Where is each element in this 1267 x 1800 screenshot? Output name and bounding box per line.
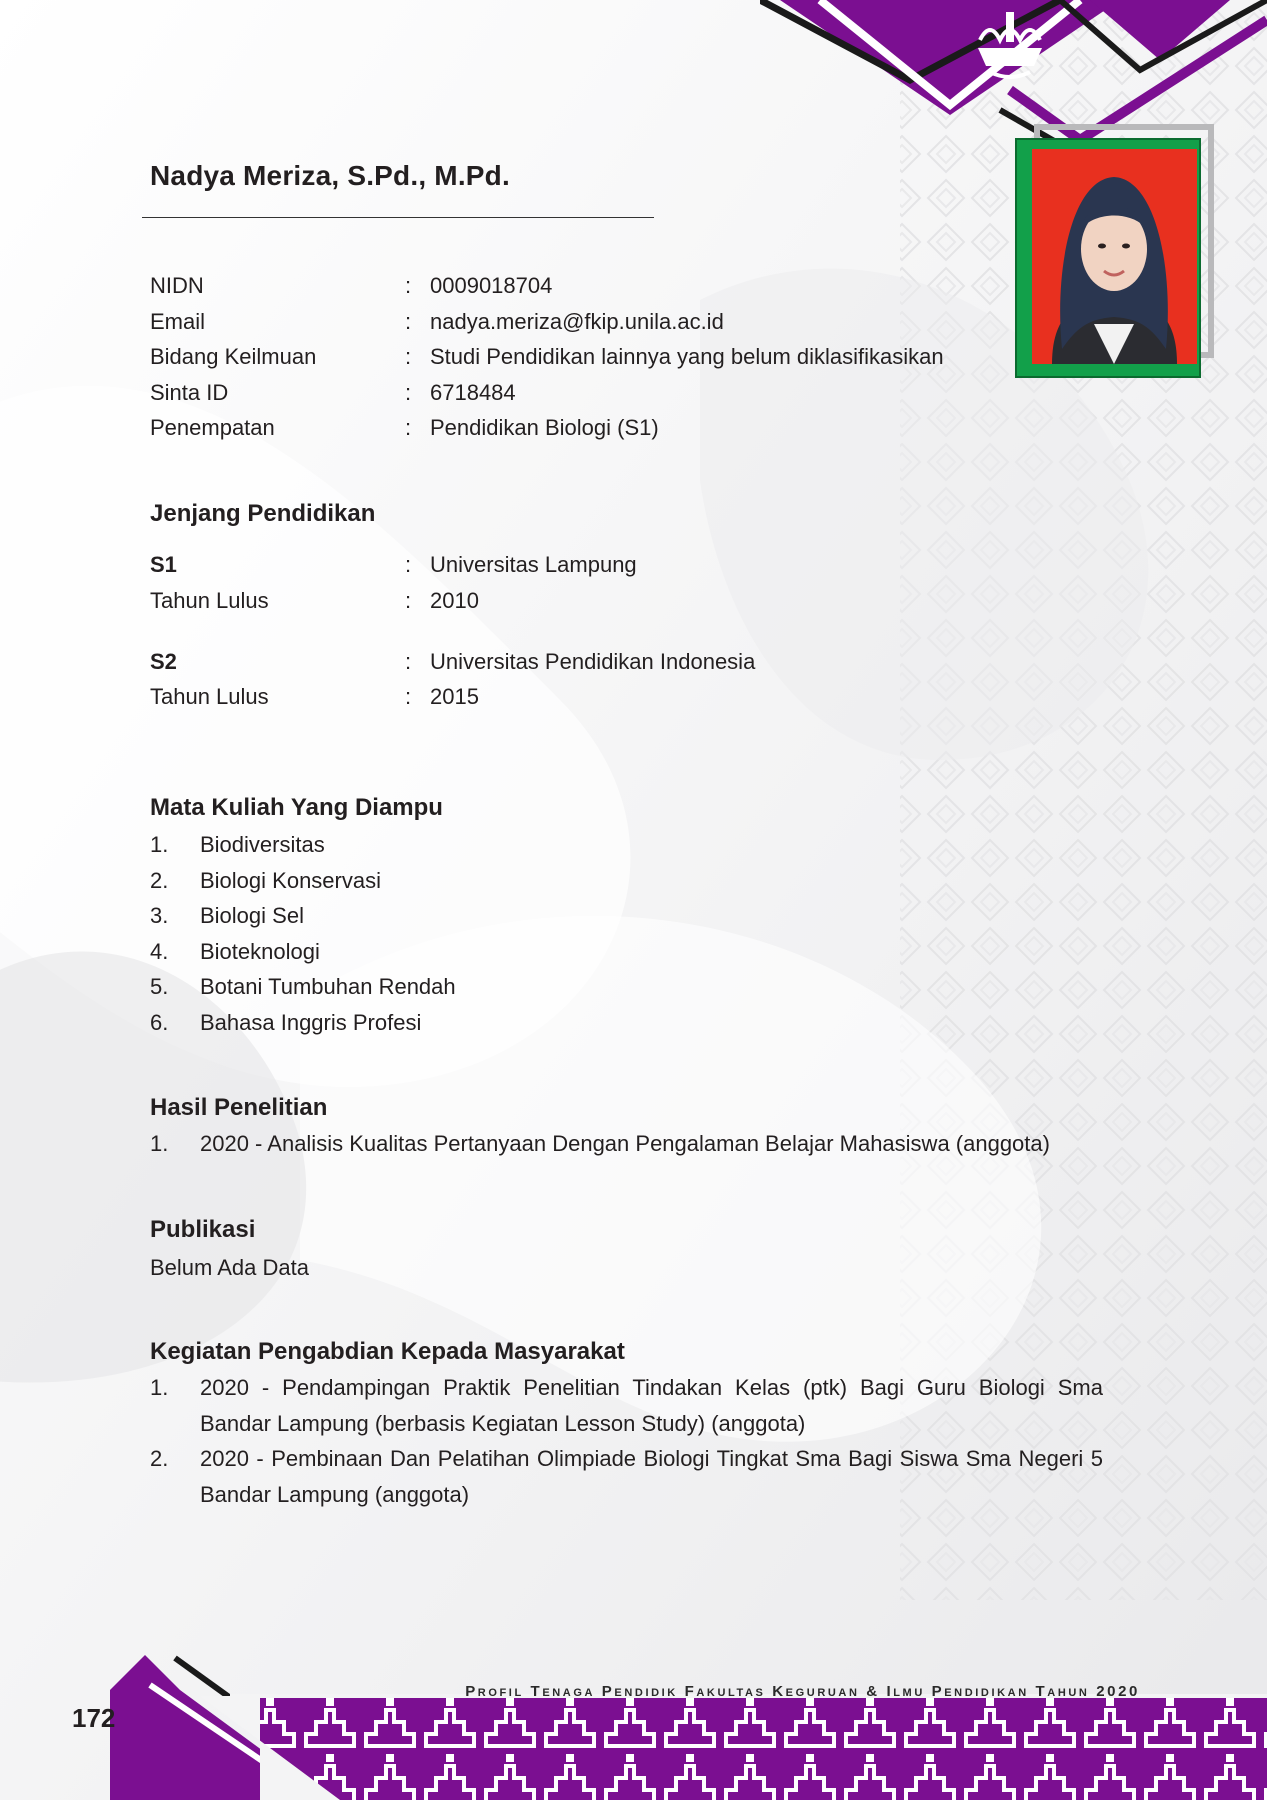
footer-title: Profil Tenaga Pendidik Fakultas Keguruan & Ilmu Pendidikan Tahun 2020 xyxy=(465,1683,1140,1700)
list-number: 3. xyxy=(150,903,169,928)
list-number: 2. xyxy=(150,868,169,893)
community-service-text: 2020 - Pendampingan Praktik Penelitian Tindakan Kelas (ptk) Bagi Guru Biologi Sma Bandar Lampung (berbasis Kegiatan Lesson Study) (anggota) xyxy=(200,1375,1103,1436)
education-heading: Jenjang Pendidikan xyxy=(150,500,376,527)
graduation-year: 2010 xyxy=(430,588,479,613)
list-number: 5. xyxy=(150,974,169,999)
graduation-year: 2015 xyxy=(430,684,479,709)
publications-heading: Publikasi xyxy=(150,1216,256,1243)
course-name: Bahasa Inggris Profesi xyxy=(200,1010,422,1035)
field-colon: : xyxy=(405,309,412,334)
field-label: Penempatan xyxy=(150,415,275,440)
profile-name: Nadya Meriza, S.Pd., M.Pd. xyxy=(150,160,510,191)
list-number: 1. xyxy=(150,1375,169,1400)
field-label: Email xyxy=(150,309,206,334)
field-label: NIDN xyxy=(150,273,204,298)
courses-heading: Mata Kuliah Yang Diampu xyxy=(150,794,443,821)
page-number: 172 xyxy=(72,1703,116,1733)
list-number: 1. xyxy=(150,832,169,857)
course-name: Biodiversitas xyxy=(200,832,325,857)
education-institution: Universitas Lampung xyxy=(430,552,637,577)
name-underline xyxy=(142,217,654,218)
research-heading: Hasil Penelitian xyxy=(150,1094,328,1121)
field-colon: : xyxy=(405,380,412,405)
year-label: Tahun Lulus xyxy=(150,684,269,709)
year-label: Tahun Lulus xyxy=(150,588,269,613)
footer-ornament xyxy=(0,1640,1267,1800)
education-level: S1 xyxy=(150,552,177,577)
field-colon: : xyxy=(405,649,412,674)
field-colon: : xyxy=(405,588,412,613)
field-value: Pendidikan Biologi (S1) xyxy=(430,415,659,440)
list-number: 4. xyxy=(150,939,169,964)
course-name: Bioteknologi xyxy=(200,939,320,964)
email-value: nadya.meriza@fkip.unila.ac.id xyxy=(430,309,724,334)
field-value: 6718484 xyxy=(430,380,516,405)
education-institution: Universitas Pendidikan Indonesia xyxy=(430,649,756,674)
course-name: Botani Tumbuhan Rendah xyxy=(200,974,456,999)
field-value: 0009018704 xyxy=(430,273,553,298)
field-value: Studi Pendidikan lainnya yang belum diklasifikasikan xyxy=(430,344,944,369)
field-label: Bidang Keilmuan xyxy=(150,344,317,369)
publications-empty-text: Belum Ada Data xyxy=(150,1255,309,1280)
field-label: Sinta ID xyxy=(150,380,229,405)
education-level: S2 xyxy=(150,649,177,674)
field-colon: : xyxy=(405,684,412,709)
course-name: Biologi Sel xyxy=(200,903,304,928)
list-number: 1. xyxy=(150,1131,169,1156)
field-colon: : xyxy=(405,415,412,440)
list-number: 6. xyxy=(150,1010,169,1035)
community-service-heading: Kegiatan Pengabdian Kepada Masyarakat xyxy=(150,1338,625,1365)
field-colon: : xyxy=(405,344,412,369)
course-name: Biologi Konservasi xyxy=(200,868,381,893)
list-number: 2. xyxy=(150,1446,169,1471)
field-colon: : xyxy=(405,552,412,577)
community-service-text: 2020 - Pembinaan Dan Pelatihan Olimpiade Biologi Tingkat Sma Bagi Siswa Sma Negeri 5 Bandar Lampung (anggota) xyxy=(200,1446,1103,1507)
research-title: 2020 - Analisis Kualitas Pertanyaan Dengan Pengalaman Belajar Mahasiswa (anggota) xyxy=(200,1131,1050,1156)
field-colon: : xyxy=(405,273,412,298)
